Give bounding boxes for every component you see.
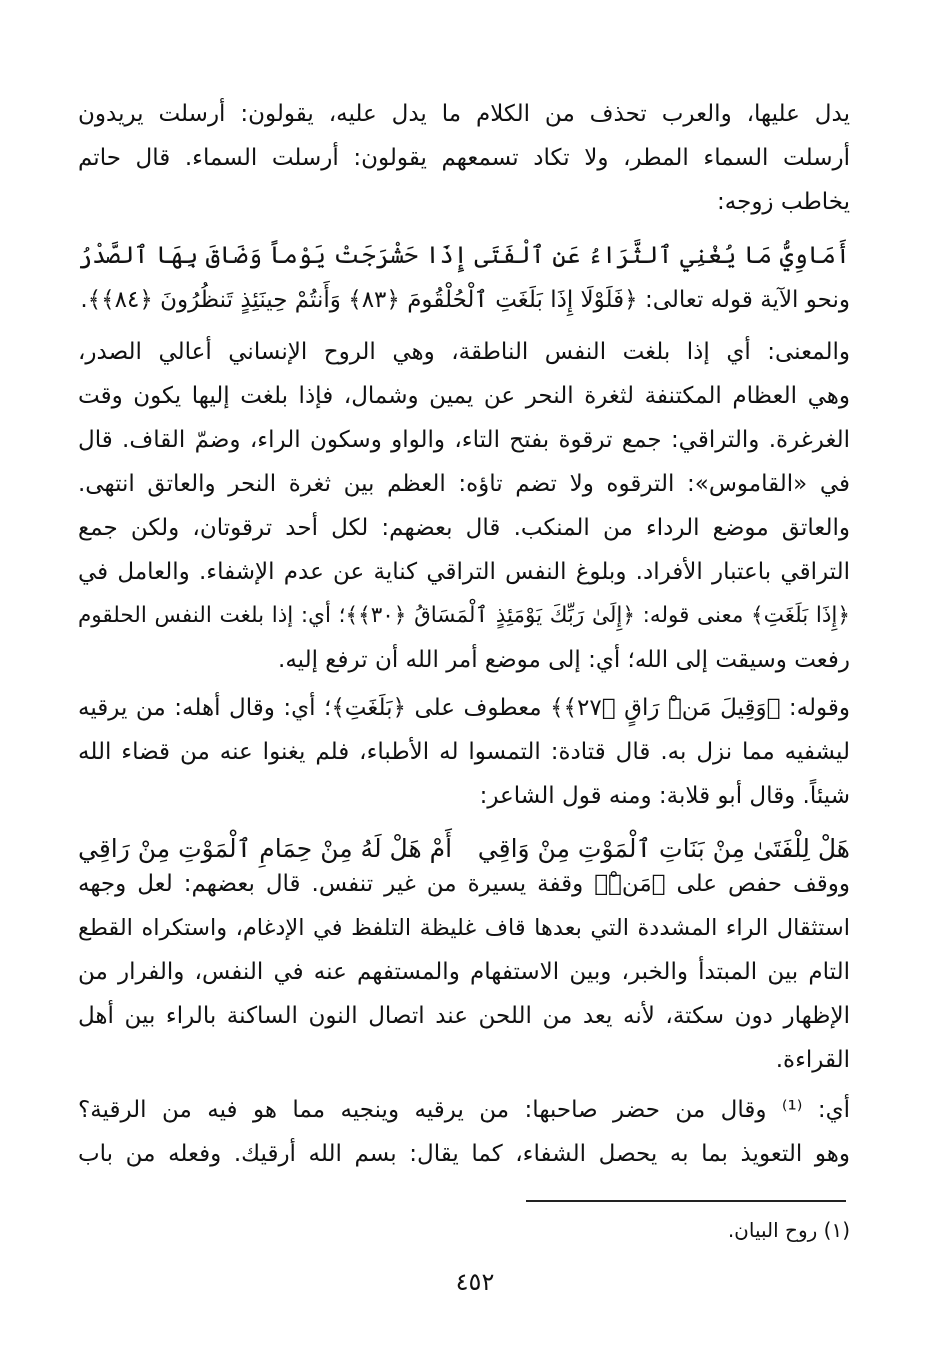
text-line: استثقال الراء المشددة التي بعدها قاف غليظة التلفظ في الإدغام، واستكراه القطع — [78, 915, 850, 941]
text-line: التراقي باعتبار الأفراد. وبلوغ النفس التراقي كناية عن عدم الإشفاء. والعامل في — [78, 559, 850, 585]
text-line: ونحو الآية قوله تعالى: ﴿فَلَوْلَا إِذَا بَلَغَتِ ٱلْحُلْقُومَ ﴿٨٣﴾ وَأَنتُمْ حِينَئِذٍ تَنظُرُونَ ﴿٨٤﴾﴾. — [80, 287, 850, 313]
footnote-separator — [526, 1200, 846, 1202]
text-line: أي: ⁽¹⁾ وقال من حضر صاحبها: من يرقيه وينجيه مما هو فيه من الرقية؟ — [78, 1097, 850, 1123]
page-number: ٤٥٢ — [455, 1268, 495, 1296]
text-line: ﴿إِذَا بَلَغَتِ﴾ معنى قوله: ﴿إِلَىٰ رَبِّكَ يَوْمَئِذٍ ٱلْمَسَاقُ ﴿٣٠﴾﴾؛ أي: إذا بلغت النفس الحلقوم — [78, 603, 851, 628]
verse-hemistich-left: أَمْ هَلْ لَهُ مِنْ حِمَامِ ٱلْمَوْتِ مِنْ رَاقِي — [78, 834, 453, 863]
text-line: وهي العظام المكتنفة لثغرة النحر عن يمين وشمال، فإذا بلغت إليها يكون وقت — [78, 383, 850, 409]
text-line: الإظهار دون سكتة، لأنه يعد من اللحن عند اتصال النون الساكنة بالراء بين أهل — [78, 1003, 850, 1029]
text-line: يخاطب زوجه: — [717, 189, 850, 215]
text-line: يدل عليها، والعرب تحذف من الكلام ما يدل عليه، يقولون: أرسلت يريدون — [78, 101, 850, 127]
verse-hemistich-left: إِذَا حَشْرَجَتْ يَوْماً وَضَاقَ بِهَا ٱلصَّدْرُ — [78, 241, 468, 269]
text-line: التام بين المبتدأ والخبر، وبين الاستفهام والمستفهم عنه في النفس، والفرار من — [78, 959, 850, 985]
text-line: وهو التعويذ بما به يحصل الشفاء، كما يقال: بسم الله أرقيك. وفعله من باب — [78, 1141, 850, 1167]
footnote: (١) روح البيان. — [727, 1218, 850, 1242]
text-line: شيئاً. وقال أبو قلابة: ومنه قول الشاعر: — [479, 783, 850, 809]
poetry-verse — [78, 230, 850, 280]
text-line: أرسلت السماء المطر، ولا تكاد تسمعهم يقولون: أرسلت السماء. قال حاتم — [78, 145, 850, 171]
text-line: ووقف حفص على ﴿مَنْۜ﴾ وقفة يسيرة من غير تنفس. قال بعضهم: لعل وجهه — [78, 871, 850, 897]
text-line: والمعنى: أي إذا بلغت النفس الناطقة، وهي الروح الإنساني أعالي الصدر، — [78, 339, 850, 365]
text-line: والعاتق موضع الرداء من المنكب. قال بعضهم: لكل أحد ترقوتان، ولكن جمع — [78, 515, 850, 541]
verse-hemistich-right: هَلْ لِلْفَتَىٰ مِنْ بَنَاتِ ٱلْمَوْتِ مِنْ وَاقِي — [477, 834, 850, 863]
text-line: رفعت وسيقت إلى الله؛ أي: إلى موضع أمر الله أن ترفع إليه. — [278, 647, 850, 673]
text-line: في «القاموس»: الترقوه ولا تضم تاؤه: العظم بين ثغرة النحر والعاتق انتهى. — [78, 471, 850, 497]
verse-hemistich-right: أَمَاوِيُّ مَا يُغْنِي ٱلثَّرَاءُ عَنِ ٱلْفَتَى — [474, 241, 850, 269]
text-line: وقوله: ﴿وَقِيلَ مَنْۜ رَاقٍ ﴿٢٧﴾﴾ معطوف على ﴿بَلَغَتِ﴾؛ أي: وقال أهله: من يرقيه — [78, 695, 850, 721]
text-line: الغرغرة. والتراقي: جمع ترقوة بفتح التاء، والواو وسكون الراء، وضمّ القاف. قال — [78, 427, 850, 453]
text-line: القراءة. — [775, 1047, 850, 1073]
text-line: ليشفيه مما نزل به. قال قتادة: التمسوا له الأطباء، فلم يغنوا عنه من قضاء الله — [78, 739, 850, 765]
